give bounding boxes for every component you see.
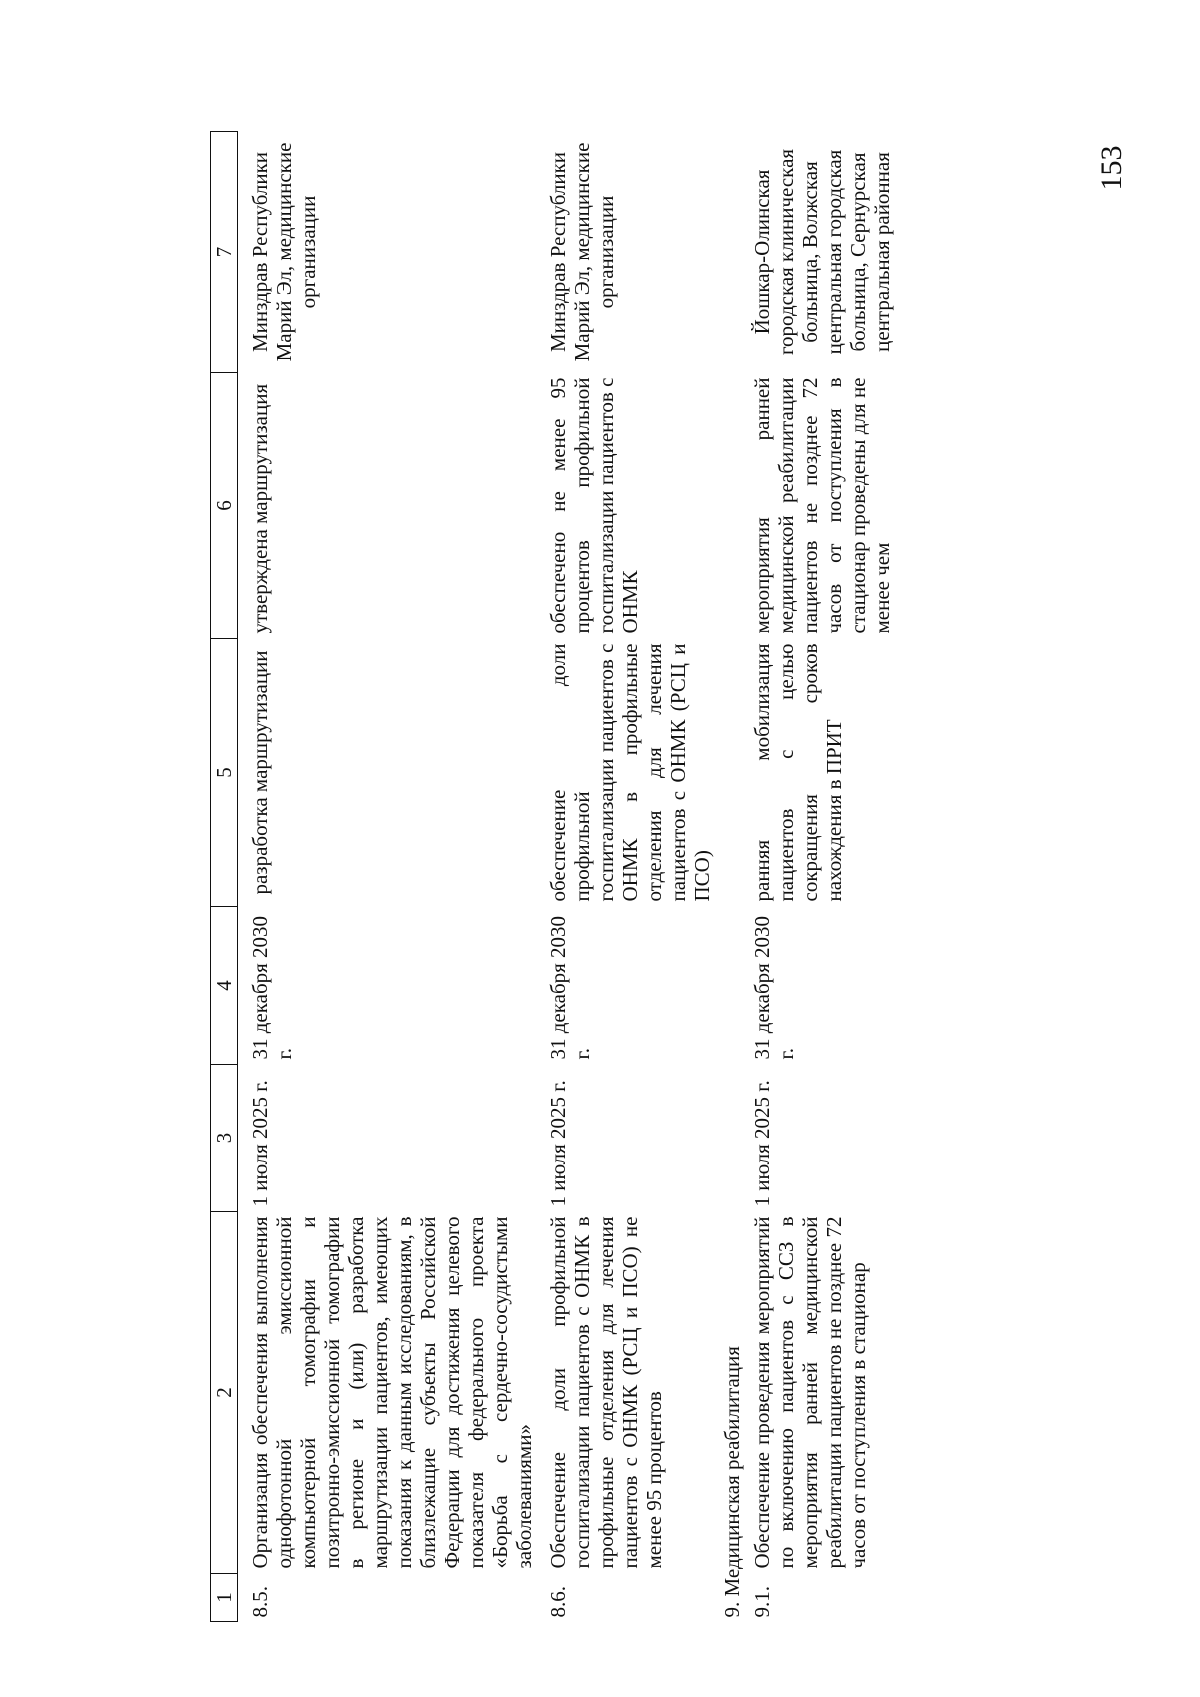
table-row	[536, 132, 714, 1622]
column-header: 5	[211, 639, 238, 907]
item-number: 8.6.	[546, 1586, 570, 1618]
section-row	[714, 132, 748, 1622]
table-header	[211, 132, 238, 1622]
column-header: 7	[211, 132, 238, 373]
table-row	[748, 132, 894, 1622]
item-result: обеспечено не менее 95 процентов профильной госпитализации пациентов с ОНМК	[546, 377, 642, 634]
item-responsible: Минздрав Республики Марий Эл, медицинские организации	[546, 142, 618, 362]
item-end-date: 31 декабря 2030 г.	[546, 915, 594, 1060]
item-start-date: 1 июля 2025 г.	[750, 1080, 774, 1207]
item-description: разработка маршрутизации	[248, 650, 272, 895]
item-result: мероприятия ранней медицинской реабилитации пациентов не позднее 72 часов от поступления в стационар проведены для не менее чем	[750, 377, 894, 634]
table-body	[238, 132, 895, 1622]
item-task: Организация обеспечения выполнения однофотонной эмиссионной компьютерной томографии и позитронно-эмиссионной томографии в регионе и (или) разработка маршрутизации пациентов, имеющих показания к данным исследованиям, в близлежащие субъекты Российской Федерации для достижения целевого показателя федерального проекта «Борьба с сердечно-сосудистыми заболеваниями»	[248, 1216, 536, 1569]
page-number: 153	[1095, 145, 1128, 191]
section-title: 9. Медицинская реабилитация	[720, 1346, 744, 1618]
plan-table-rotated	[210, 132, 1030, 1622]
item-description: обеспечение доли профильной госпитализации пациентов с ОНМК в профильные отделения для лечения пациентов с ОНМК (РСЦ и ПСО)	[546, 643, 714, 902]
item-start-date: 1 июля 2025 г.	[248, 1080, 272, 1207]
item-start-date: 1 июля 2025 г.	[546, 1080, 570, 1207]
item-responsible: Минздрав Республики Марий Эл, медицинские организации	[248, 142, 320, 362]
item-task: Обеспечение проведения мероприятий по включению пациентов с ССЗ в мероприятия ранней медицинской реабилитации пациентов не позднее 72 часов от поступления в стационар	[750, 1216, 870, 1569]
item-number: 9.1.	[750, 1586, 774, 1618]
table-row	[238, 132, 537, 1622]
column-header: 3	[211, 1065, 238, 1212]
column-header: 6	[211, 373, 238, 639]
item-result: утверждена маршрутизация	[248, 383, 272, 634]
item-end-date: 31 декабря 2030 г.	[750, 915, 798, 1060]
item-responsible: Йошкар-Олинская городская клиническая больница, Волжская центральная городская больница, Сернурская центральная районная	[750, 148, 894, 356]
item-end-date: 31 декабря 2030 г.	[248, 915, 296, 1060]
column-header: 2	[211, 1212, 238, 1574]
item-description: ранняя мобилизация пациентов с целью сокращения сроков нахождения в ПРИТ	[750, 643, 846, 902]
plan-table	[210, 131, 894, 1622]
column-header: 1	[211, 1574, 238, 1622]
item-task: Обеспечение доли профильной госпитализации пациентов с ОНМК в профильные отделения для лечения пациентов с ОНМК (РСЦ и ПСО) не менее 95 процентов	[546, 1216, 666, 1569]
column-header: 4	[211, 907, 238, 1065]
item-number: 8.5.	[248, 1586, 272, 1618]
